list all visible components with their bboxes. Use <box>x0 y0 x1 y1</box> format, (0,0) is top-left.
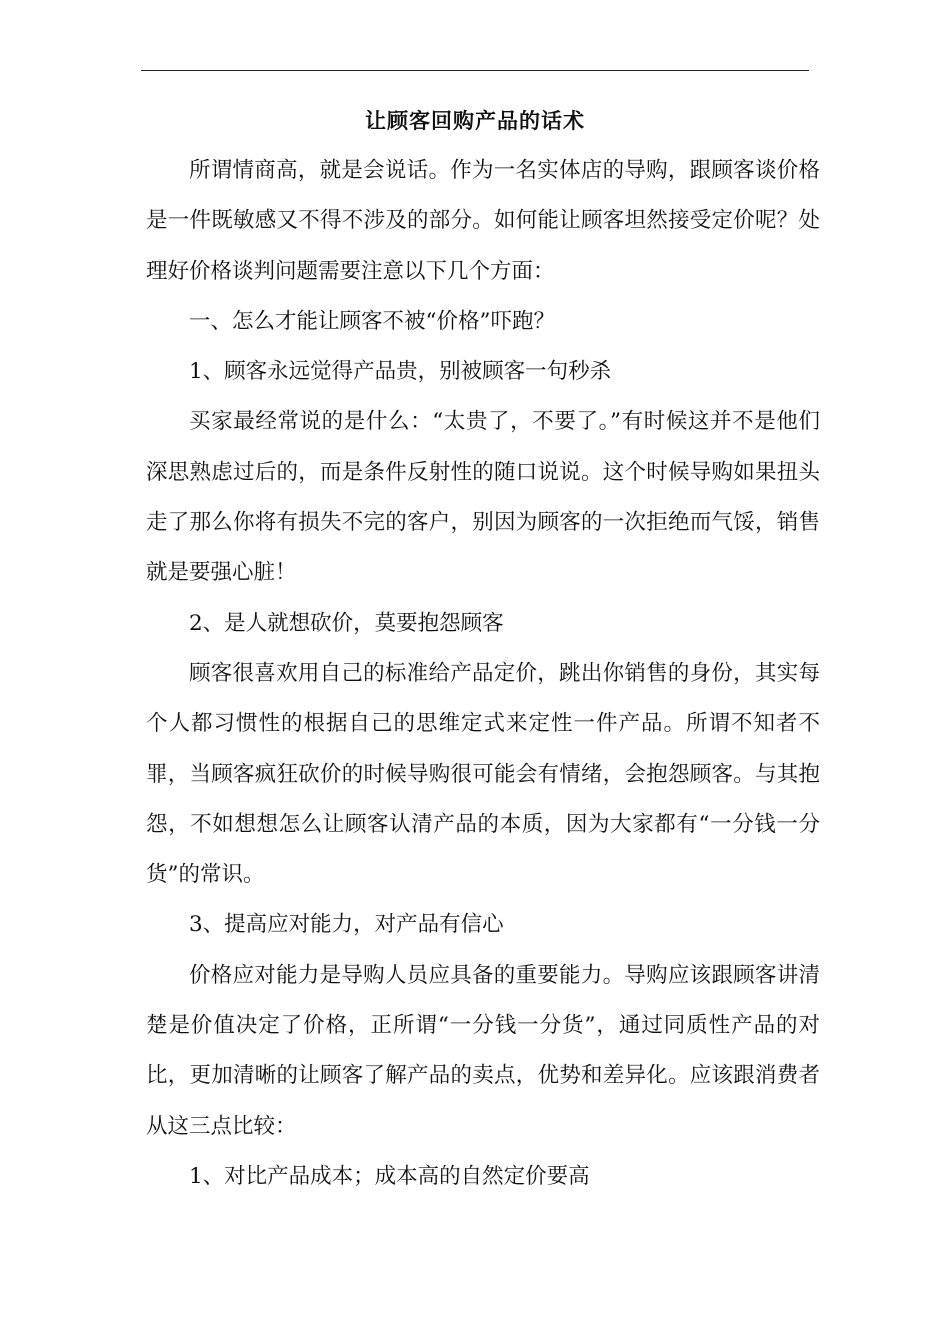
paragraph-2: 顾客很喜欢用自己的标准给产品定价，跳出你销售的身份，其实每个人都习惯性的根据自己的思维定式来定性一件产品。所谓不知者不罪，当顾客疯狂砍价的时候导购很可能会有情绪，会抱怨顾客。与其抱怨，不如想想怎么让顾客认清产品的本质，因为大家都有“一分钱一分货”的常识。 <box>146 660 820 888</box>
paragraph-3: 价格应对能力是导购人员应具备的重要能力。导购应该跟顾客讲清楚是价值决定了价格，正所谓“一分钱一分货”，通过同质性产品的对比，更加清晰的让顾客了解产品的卖点，优势和差异化。应该跟消费者从这三点比较： <box>146 962 820 1139</box>
subheading-3: 3、提高应对能力，对产品有信心 <box>189 912 504 938</box>
header-rule <box>141 70 809 71</box>
subheading-2: 2、是人就想砍价，莫要抱怨顾客 <box>189 610 504 636</box>
subheading-1: 1、顾客永远觉得产品贵，别被顾客一句秒杀 <box>189 359 612 385</box>
section-heading-1: 一、怎么才能让顾客不被“价格”吓跑？ <box>189 308 555 334</box>
paragraph-1: 买家最经常说的是什么：“太贵了，不要了。”有时候这并不是他们深思熟虑过后的，而是条件反射性的随口说说。这个时候导购如果扭头走了那么你将有损失不完的客户，别因为顾客的一次拒绝而气馁，销售就是要强心脏！ <box>146 409 820 586</box>
document-body <box>146 146 820 1202</box>
document-title: 让顾客回购产品的话术 <box>365 108 585 133</box>
list-item-1: 1、对比产品成本；成本高的自然定价要高 <box>189 1163 590 1189</box>
paragraph-intro: 所谓情商高，就是会说话。作为一名实体店的导购，跟顾客谈价格是一件既敏感又不得不涉及的部分。如何能让顾客坦然接受定价呢？处理好价格谈判问题需要注意以下几个方面： <box>146 158 820 284</box>
